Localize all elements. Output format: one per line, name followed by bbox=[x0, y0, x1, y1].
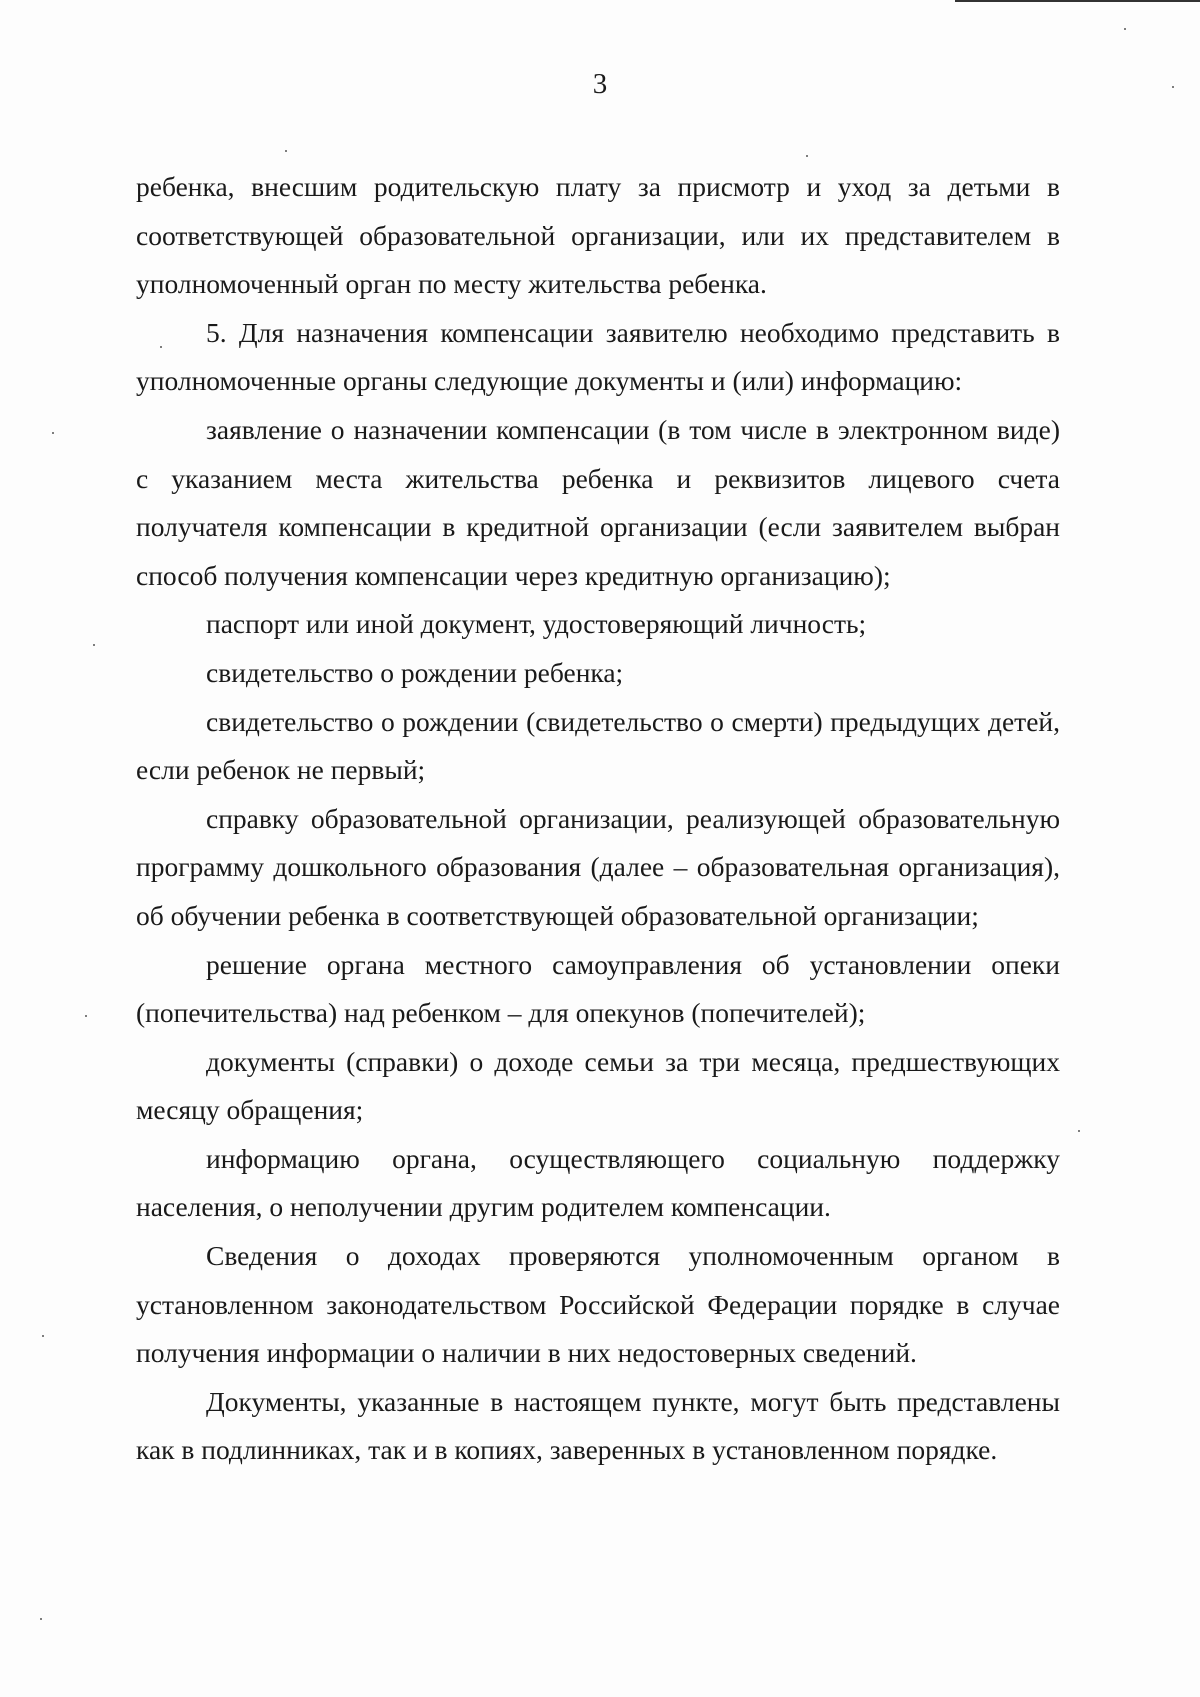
scan-speck bbox=[40, 1618, 42, 1620]
scan-speck bbox=[42, 1335, 44, 1337]
top-edge-line bbox=[955, 0, 1200, 2]
scan-speck bbox=[52, 432, 54, 434]
scan-speck bbox=[806, 155, 808, 157]
scan-speck bbox=[85, 1015, 87, 1017]
scan-speck bbox=[93, 644, 95, 646]
paragraph: заявление о назначении компенсации (в том числе в электронном виде) с указанием места жительства ребенка и реквизитов лицевого счета получателя компенсации в кредитной организации (если заявителем выбран способ получения компенсации через кредитную организацию); bbox=[136, 413, 1060, 591]
scan-speck bbox=[1078, 1130, 1080, 1132]
scan-speck bbox=[1172, 86, 1174, 88]
page-number: 3 bbox=[592, 68, 608, 100]
scan-speck bbox=[1124, 28, 1126, 30]
paragraph: Документы, указанные в настоящем пункте, могут быть представлены как в подлинниках, так и в копиях, заверенных в установленном порядке. bbox=[136, 1385, 1060, 1466]
paragraph: справку образовательной организации, реализующей образовательную программу дошкольного образования (далее – образовательная организация), об обучении ребенка в соответствующей образовательной организации; bbox=[136, 802, 1060, 931]
paragraph: документы (справки) о доходе семьи за три месяца, предшествующих месяцу обращения; bbox=[136, 1045, 1060, 1126]
document-body bbox=[136, 163, 1060, 1475]
paragraph: информацию органа, осуществляющего социальную поддержку населения, о неполучении другим родителем компенсации. bbox=[136, 1142, 1060, 1223]
scan-speck bbox=[285, 150, 287, 152]
paragraph: паспорт или иной документ, удостоверяющий личность; bbox=[206, 608, 867, 640]
paragraph: 5. Для назначения компенсации заявителю необходимо представить в уполномоченные органы следующие документы и (или) информацию: bbox=[136, 316, 1060, 397]
paragraph: Сведения о доходах проверяются уполномоченным органом в установленном законодательством Российской Федерации порядке в случае получения информации о наличии в них недостоверных сведений. bbox=[136, 1240, 1060, 1369]
paragraph: свидетельство о рождении ребенка; bbox=[206, 656, 624, 688]
paragraph: ребенка, внесшим родительскую плату за присмотр и уход за детьми в соответствующей образовательной организации, или их представителем в уполномоченный орган по месту жительства ребенка. bbox=[136, 171, 1060, 300]
paragraph: свидетельство о рождении (свидетельство о смерти) предыдущих детей, если ребенок не первый; bbox=[136, 705, 1060, 786]
paragraph: решение органа местного самоуправления об установлении опеки (попечительства) над ребенком – для опекунов (попечителей); bbox=[136, 948, 1060, 1029]
scan-speck bbox=[160, 346, 162, 348]
